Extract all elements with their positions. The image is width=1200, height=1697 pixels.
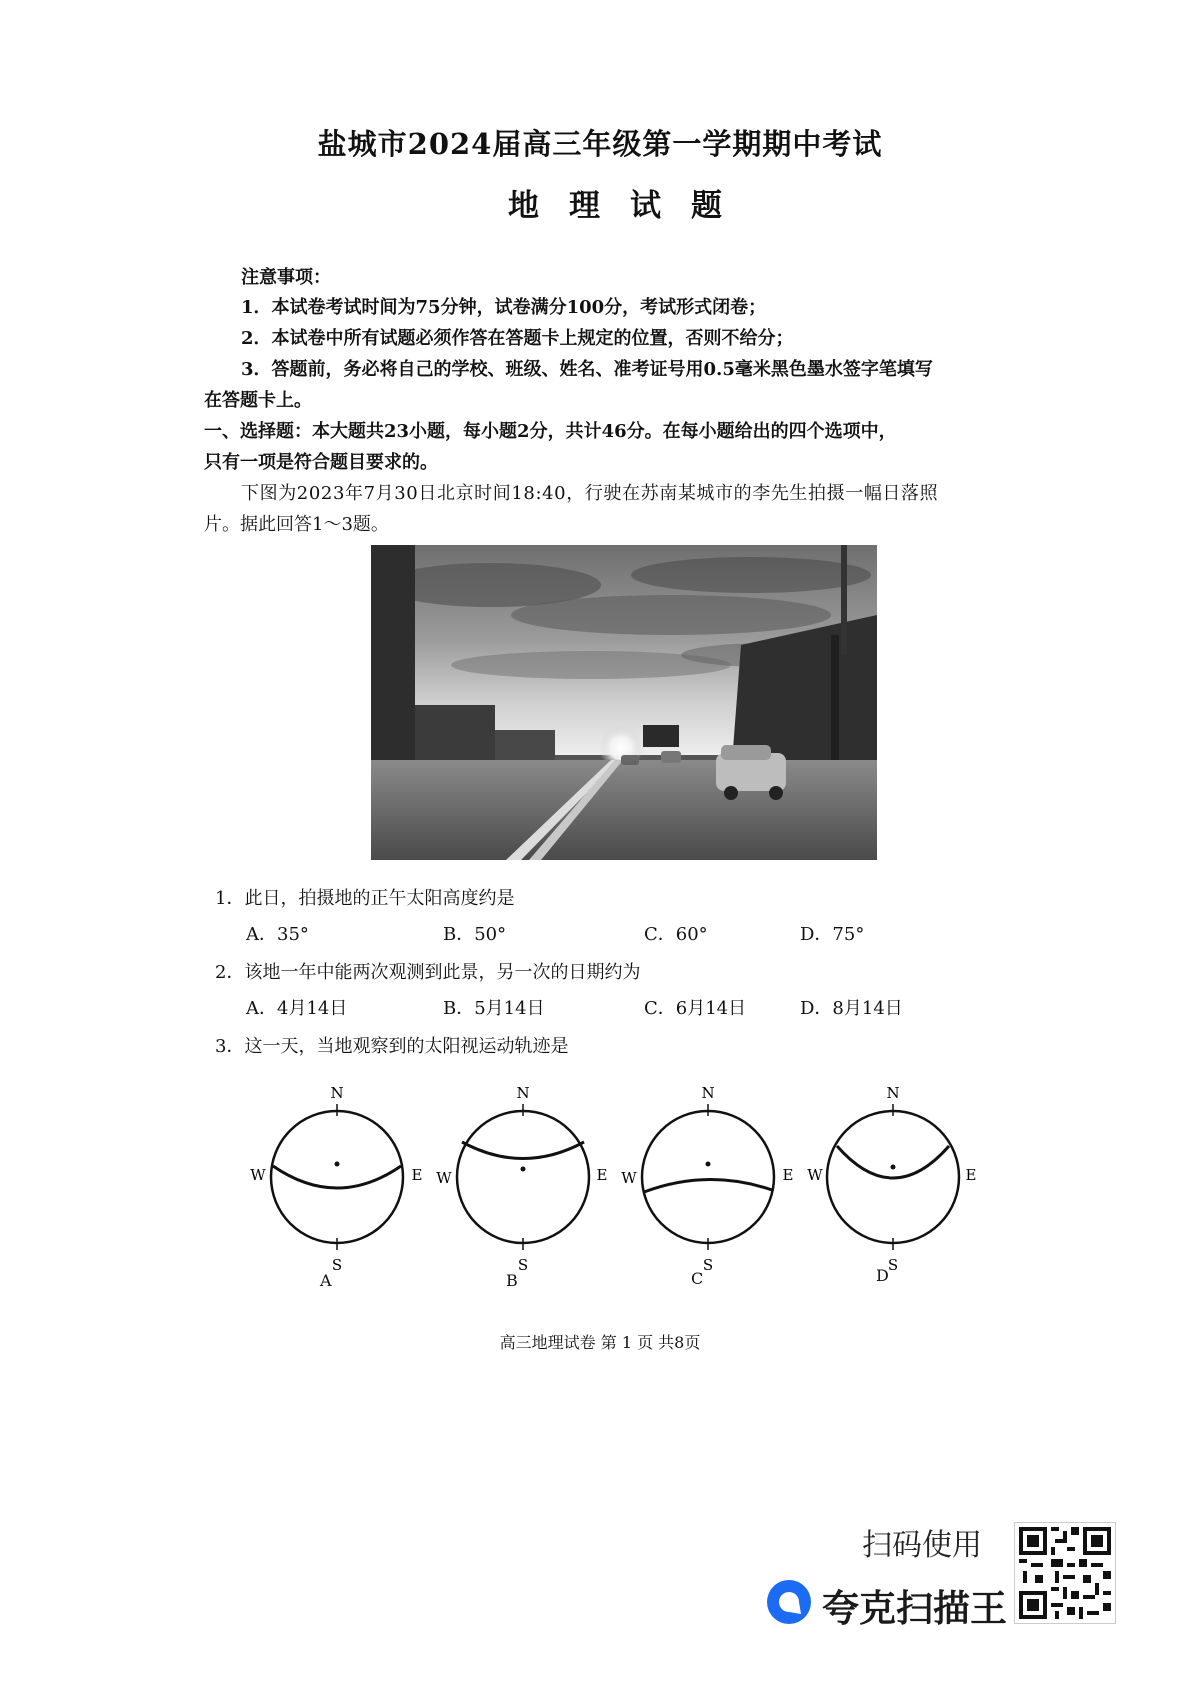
notice-item-3: 3．答题前，务必将自己的学校、班级、姓名、准考证号用0.5毫米黑色墨水签字笔填写 <box>241 359 933 380</box>
east-label: E <box>782 1166 794 1184</box>
south-label: S <box>887 1256 899 1274</box>
observer-dot <box>335 1162 340 1167</box>
sun-path-diagram-b[interactable] <box>418 1080 628 1280</box>
section-heading-line1: 一、选择题：本大题共23小题，每小题2分，共计46分。在每小题给出的四个选项中， <box>204 421 897 442</box>
q2-option-a[interactable]: A．4月14日 <box>246 998 348 1019</box>
horizon-circle <box>457 1111 589 1243</box>
east-label: E <box>596 1166 608 1184</box>
question-2-stem: 2．该地一年中能两次观测到此景，另一次的日期约为 <box>215 962 641 983</box>
q2-option-c[interactable]: C．6月14日 <box>644 998 747 1019</box>
notice-item-2: 2．本试卷中所有试题必须作答在答题卡上规定的位置，否则不给分； <box>241 328 794 349</box>
diagram-label-a[interactable]: A <box>320 1271 332 1290</box>
west-label: W <box>436 1169 452 1187</box>
sun-path-diagram-c[interactable] <box>603 1080 813 1280</box>
west-label: W <box>250 1166 266 1184</box>
horizon-circle <box>642 1111 774 1243</box>
section-heading-line2: 只有一项是符合题目要求的。 <box>204 452 438 473</box>
sun-path-curve <box>644 1179 772 1192</box>
sunset-photo <box>371 545 877 860</box>
q1-option-d[interactable]: D．75° <box>800 924 865 945</box>
south-label: S <box>517 1256 529 1274</box>
sun-path-diagram-d[interactable] <box>788 1080 998 1280</box>
q1-option-a[interactable]: A．35° <box>246 924 309 945</box>
notice-item-1: 1．本试卷考试时间为75分钟，试卷满分100分，考试形式闭卷； <box>241 297 767 318</box>
q2-option-b[interactable]: B．5月14日 <box>443 998 545 1019</box>
diagram-label-b[interactable]: B <box>506 1271 518 1290</box>
observer-dot <box>891 1165 896 1170</box>
intro-line1: 下图为2023年7月30日北京时间18:40，行驶在苏南某城市的李先生拍摄一幅日落照 <box>241 483 939 504</box>
notice-item-3-cont: 在答题卡上。 <box>204 390 312 411</box>
sun-path-diagram-a[interactable] <box>232 1080 442 1280</box>
diagram-label-d[interactable]: D <box>876 1266 889 1285</box>
north-label: N <box>886 1084 900 1102</box>
page-footer: 高三地理试卷 第 1 页 共8页 <box>499 1333 701 1352</box>
qr-code-icon[interactable] <box>1014 1522 1116 1624</box>
north-label: N <box>701 1084 715 1102</box>
sun-path-curve <box>462 1142 584 1159</box>
q1-option-c[interactable]: C．60° <box>644 924 708 945</box>
exam-title: 盐城市2024届高三年级第一学期期中考试 <box>317 127 883 161</box>
scan-to-use-text: 扫码使用 <box>862 1528 982 1563</box>
subject-title: 地理试题 <box>508 188 752 224</box>
south-label: S <box>331 1256 343 1274</box>
north-label: N <box>516 1084 530 1102</box>
q2-option-d[interactable]: D．8月14日 <box>800 998 903 1019</box>
quark-logo-icon <box>764 1577 814 1627</box>
notice-heading: 注意事项： <box>241 267 331 288</box>
sun-path-curve <box>273 1166 401 1188</box>
question-1-stem: 1．此日，拍摄地的正午太阳高度约是 <box>215 888 515 909</box>
east-label: E <box>965 1166 977 1184</box>
west-label: W <box>621 1169 637 1187</box>
observer-dot <box>521 1167 526 1172</box>
north-label: N <box>330 1084 344 1102</box>
south-label: S <box>702 1256 714 1274</box>
sun-path-curve <box>837 1146 949 1178</box>
diagram-label-c[interactable]: C <box>691 1269 704 1288</box>
east-label: E <box>411 1166 423 1184</box>
q1-option-b[interactable]: B．50° <box>443 924 507 945</box>
intro-line2: 片。据此回答1～3题。 <box>204 514 389 535</box>
west-label: W <box>807 1166 823 1184</box>
brand-name: 夸克扫描王 <box>822 1587 1007 1630</box>
observer-dot <box>706 1162 711 1167</box>
question-3-stem: 3．这一天，当地观察到的太阳视运动轨迹是 <box>215 1036 569 1057</box>
